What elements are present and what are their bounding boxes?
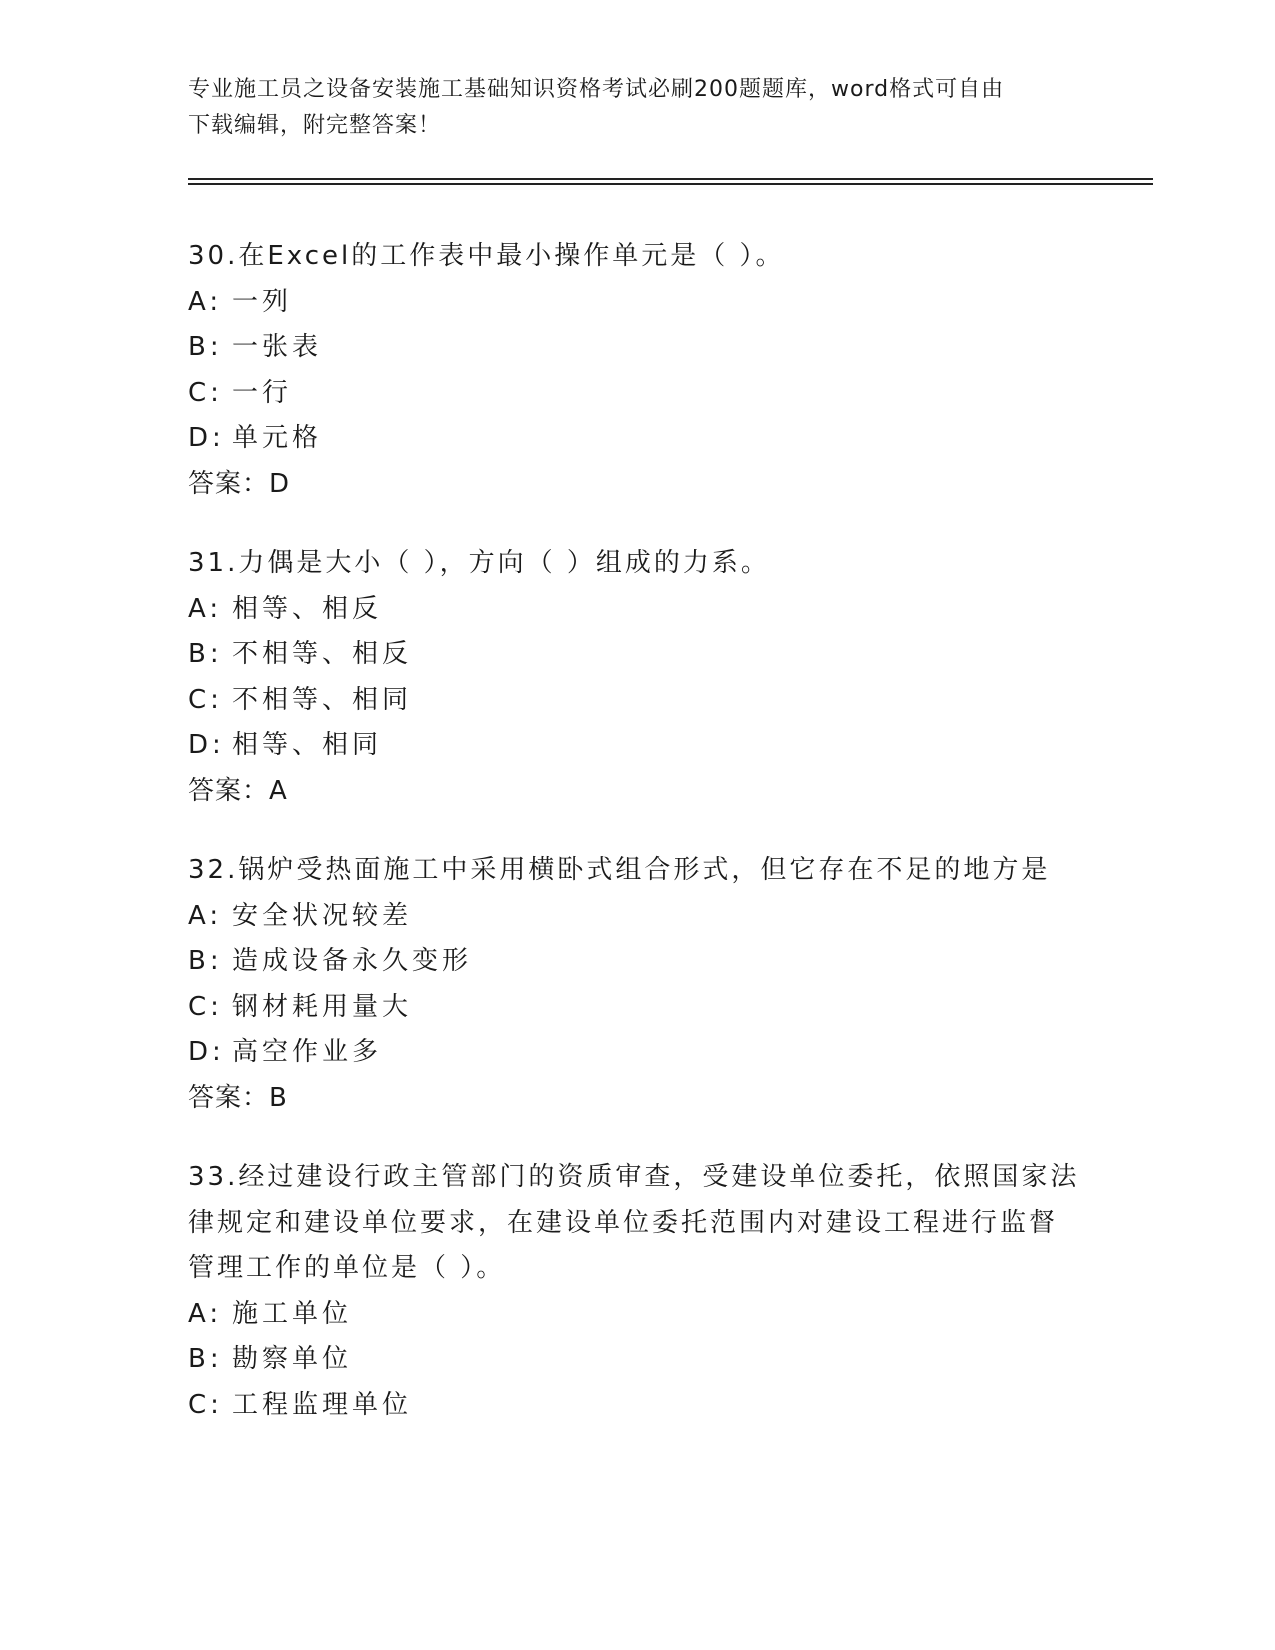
option-letter: B: <box>188 946 223 976</box>
option-letter: D: <box>188 423 225 453</box>
option-d <box>188 1030 1088 1076</box>
option-letter: C: <box>188 1389 223 1420</box>
option-letter: D: <box>188 1037 225 1067</box>
option-letter: C: <box>188 991 223 1022</box>
option-b <box>188 1337 1088 1383</box>
header-divider-top <box>188 178 1153 180</box>
question-stem: 管理工作的单位是（ ）。 <box>188 1253 506 1283</box>
option-a <box>188 894 1088 940</box>
option-text: 不相等、相同 <box>232 684 413 715</box>
option-letter: A: <box>188 286 223 317</box>
option-letter: B: <box>188 1344 223 1374</box>
option-letter: A: <box>188 900 223 931</box>
option-d <box>188 416 1088 462</box>
option-text: 一张表 <box>232 332 323 362</box>
option-c <box>188 1383 1088 1429</box>
option-text: 相等、相同 <box>232 730 383 760</box>
question-list <box>188 234 1088 1462</box>
question-item <box>188 541 1088 814</box>
document-header <box>188 72 1068 144</box>
question-stem: 33.经过建设行政主管部门的资质审查，受建设单位委托，依照国家法 <box>188 1162 1080 1192</box>
option-c <box>188 985 1088 1031</box>
answer-line: 答案：A <box>188 775 288 806</box>
option-letter: B: <box>188 639 223 669</box>
option-text: 工程监理单位 <box>232 1389 413 1420</box>
header-divider-bottom <box>188 183 1153 185</box>
option-text: 一列 <box>232 286 293 317</box>
option-text: 施工单位 <box>232 1298 353 1329</box>
option-a <box>188 280 1088 326</box>
option-a <box>188 587 1088 633</box>
option-text: 勘察单位 <box>232 1344 353 1374</box>
option-letter: D: <box>188 730 225 760</box>
option-a <box>188 1292 1088 1338</box>
option-c <box>188 678 1088 724</box>
question-item <box>188 234 1088 507</box>
option-letter: C: <box>188 377 223 408</box>
question-item <box>188 1155 1088 1428</box>
question-stem: 32.锅炉受热面施工中采用横卧式组合形式，但它存在不足的地方是 <box>188 855 1051 885</box>
option-letter: C: <box>188 684 223 715</box>
option-letter: A: <box>188 593 223 624</box>
option-d <box>188 723 1088 769</box>
option-text: 钢材耗用量大 <box>232 991 413 1022</box>
option-text: 安全状况较差 <box>232 900 413 931</box>
option-text: 一行 <box>232 377 293 408</box>
option-text: 相等、相反 <box>232 593 383 624</box>
option-c <box>188 371 1088 417</box>
header-line: 专业施工员之设备安装施工基础知识资格考试必刷200题题库，word格式可自由 <box>188 77 1005 102</box>
option-b <box>188 325 1088 371</box>
header-line: 下载编辑，附完整答案！ <box>188 113 442 138</box>
question-stem: 律规定和建设单位要求，在建设单位委托范围内对建设工程进行监督 <box>188 1207 1059 1238</box>
option-text: 高空作业多 <box>232 1037 383 1067</box>
answer-line: 答案：B <box>188 1082 288 1113</box>
question-stem: 31.力偶是大小（ ），方向（ ）组成的力系。 <box>188 548 770 578</box>
option-text: 不相等、相反 <box>232 639 413 669</box>
option-letter: B: <box>188 332 223 362</box>
option-text: 单元格 <box>232 423 323 453</box>
option-b <box>188 632 1088 678</box>
option-letter: A: <box>188 1298 223 1329</box>
option-text: 造成设备永久变形 <box>232 946 473 976</box>
question-stem: 30.在Excel的工作表中最小操作单元是（ ）。 <box>188 241 785 271</box>
question-item <box>188 848 1088 1121</box>
option-b <box>188 939 1088 985</box>
answer-line: 答案：D <box>188 468 291 499</box>
